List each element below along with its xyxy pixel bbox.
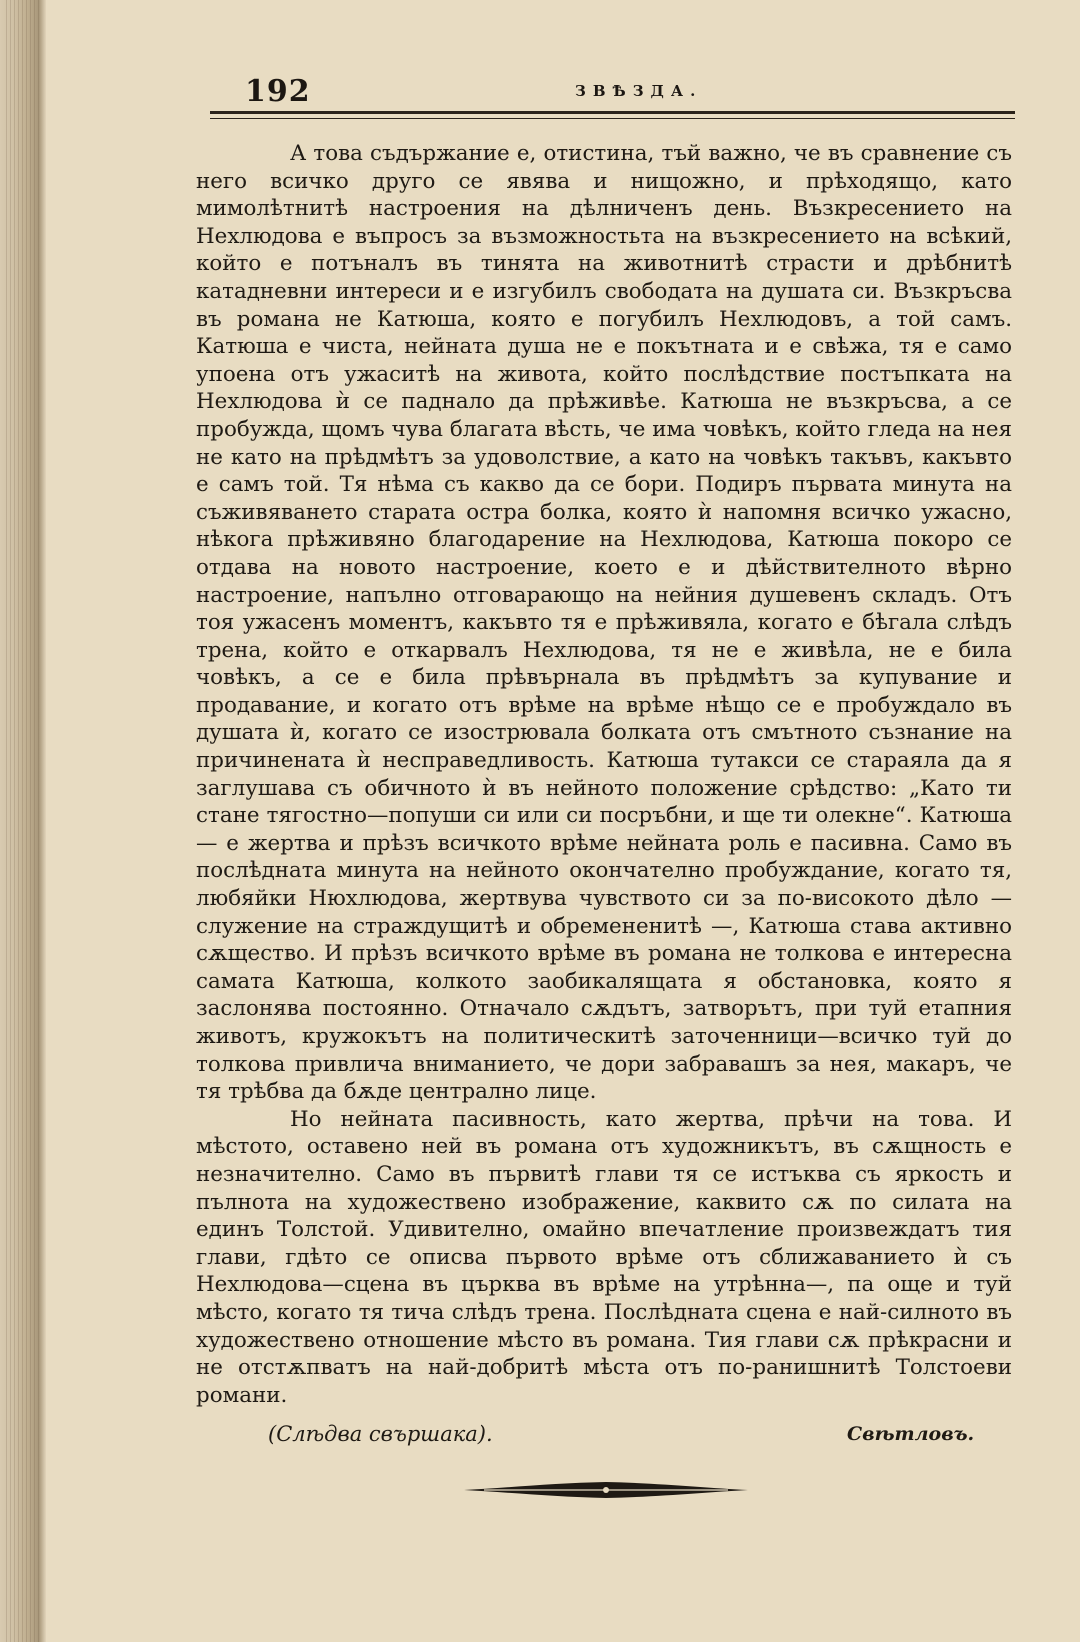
body-paragraph-2: Но нейната пасивность, като жертва, прѣчи на това. И мѣстото, оставено ней въ романа отъ художникътъ, въ сѫщность е незначително. Само въ първитѣ глави тя се истъква съ яркость и пълнота на художествено изображение, каквито сѫ по силата на единъ Толстой. Удивително, омайно впечатление произвеждатъ тия глави, гдѣто се описва първото врѣме отъ сближаванието ѝ съ Нехлюдова—сцена въ църква въ врѣме на утрѣнна—, па още и туй мѣсто, когато тя тича слѣдъ трена. Послѣдната сцена е най-силното въ художествено отношение мѣсто въ романа. Тия глави сѫ прѣкрасни и не отстѫпватъ на най-добритѣ мѣста отъ по-ранишнитѣ Толстоеви романи. bbox=[196, 1106, 1012, 1408]
author-signature: Свѣтловъ. bbox=[847, 1423, 975, 1445]
binding-page-edges bbox=[6, 0, 40, 1642]
body-paragraph-1: А това съдържание е, отистина, тъй важно, че въ сравнение съ него всичко друго се явява и нищожно, и прѣходящо, като мимолѣтнитѣ настроения на дѣлниченъ день. Възкресението на Нехлюдова е въпросъ за възможностьта на възкресението на всѣкий, който е потъналъ въ тинята на животнитѣ страсти и дрѣбнитѣ катадневни интереси и е изгубилъ свободата на душата си. Възкръсва въ романа не Катюша, която е погубилъ Нехлюдовъ, а той самъ. Катюша е чиста, нейната душа не е покътната и е свѣжа, тя е само упоена отъ ужаситѣ на живота, който послѣдствие постъпката на Нехлюдова ѝ се падналo да прѣживѣе. Катюша не възкръсва, а се пробужда, щомъ чува благата вѣсть, че има човѣкъ, който гледа на нея не като на прѣдмѣтъ за удоволствие, а като на човѣкъ такъвъ, какъвто е самъ той. Тя нѣма съ какво да се бори. Подиръ първата минута на съживяването старата остра болка, която ѝ напомня всичко ужасно, нѣкога прѣживяно благодарение на Нехлюдова, Катюша покоро се отдава на новото настроение, което е и дѣйствителното вѣрно настроение, напълно отговарающо на нейния душевенъ складъ. Отъ тоя ужасенъ моментъ, какъвто тя е прѣживяла, когато е бѣгала слѣдъ трена, който е откарвалъ Нехлюдова, тя не е живѣла, не е била човѣкъ, а се е била прѣвърнала въ прѣдмѣтъ за купувание и продавание, и когато отъ врѣме на врѣме нѣщо се е пробуждало въ душата ѝ, когато се изострювала болката отъ смътното съзнание на причинената ѝ несправедливость. Катюша тутакси се стараяла да я заглушава съ обичното ѝ въ нейното положение срѣдство: „Като ти стане тягостно—попуши си или си посръбни, и ще ти олекне“. Катюша — е жертва и прѣзъ всичкото врѣме нейната роль е пасивна. Само въ послѣдната минута на нейното окончателно пробуждание, когато тя, любяйки Нюхлюдова, жертвува чувството си за по-високото дѣло — служение на страждущитѣ и обремененитѣ —, Катюша става активно сѫщество. И прѣзъ всичкото врѣме въ романа не толкова е интересна самата Катюша, колкото заобикалящата я обстановка, която я заслонява постоянно. Отначало сѫдътъ, затворътъ, при туй етапния животъ, кружокътъ на политическитѣ заточенници—всичко туй до толкова привлича вниманието, че дори забравашъ за нея, макаръ, че тя трѣбва да бѫде централно лице. bbox=[196, 141, 1012, 1105]
end-ornament-icon bbox=[464, 1479, 748, 1501]
article-body bbox=[196, 140, 1012, 1409]
header-rule-thin bbox=[210, 118, 1015, 119]
page-number: 192 bbox=[245, 74, 311, 109]
page-binding-edge bbox=[0, 0, 46, 1642]
header-rule-thick bbox=[210, 111, 1015, 114]
article-signoff bbox=[196, 1422, 1012, 1454]
continued-note: (Слѣдва свършака). bbox=[268, 1422, 493, 1446]
page-header bbox=[210, 70, 1015, 116]
running-title: ЗВѢЗДА. bbox=[575, 82, 703, 100]
